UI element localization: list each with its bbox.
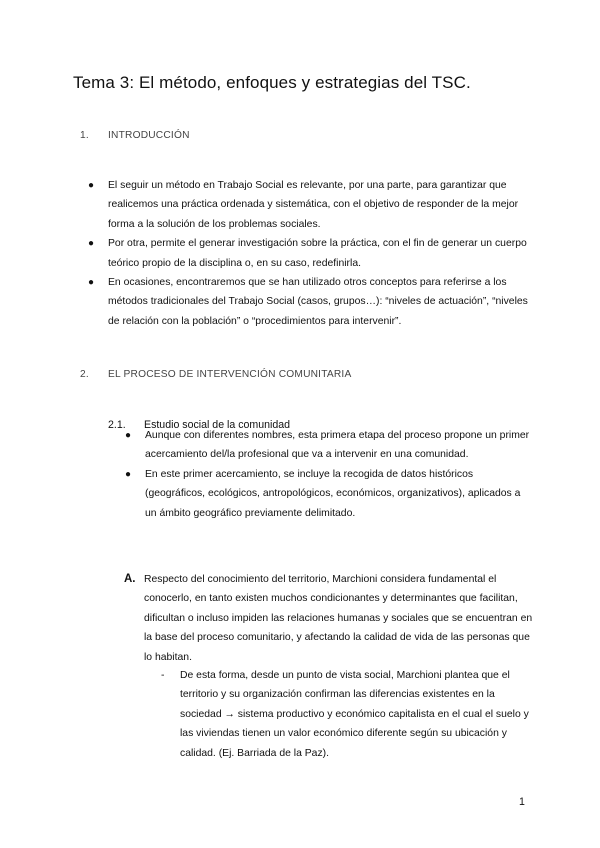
section-title: EL PROCESO DE INTERVENCIÓN COMUNITARIA (108, 369, 352, 380)
list-item (125, 426, 530, 465)
list-item-text: Aunque con diferentes nombres, esta primera etapa del proceso propone un primer acercamiento del/la profesional que va a intervenir en una comunidad. (145, 430, 530, 461)
list-item-text: Por otra, permite el generar investigación sobre la práctica, con el fin de generar un cuerpo teórico propio de la disciplina o, en su caso, redefinirla. (108, 238, 527, 269)
bullet-icon: ● (88, 238, 95, 250)
list-item-text: En ocasiones, encontraremos que se han utilizado otros conceptos para referirse a los métodos tradicionales del Trabajo Social (casos, grupos…): “niveles de actuación”, “niveles de relación con la población” o “procedimientos para intervenir”. (108, 277, 528, 327)
section-heading-introduccion (80, 130, 380, 144)
list-item-text: El seguir un método en Trabajo Social es relevante, por una parte, para garantizar que realicemos una práctica ordenada y sistemática, con el objetivo de responder de la mejor forma a la solución de los problemas sociales. (108, 180, 519, 230)
bullet-icon: ● (125, 468, 132, 480)
point-a-paragraph (124, 570, 534, 667)
section-heading-proceso-intervencion (80, 369, 400, 383)
dash-marker: - (161, 670, 165, 681)
section-number: 1. (80, 130, 89, 141)
list-item-text: En este primer acercamiento, se incluye la recogida de datos históricos (geográficos, ecológicos, antropológicos, económicos, organizativos), aplicados a un ámbito geográfico previamente delimitado. (145, 468, 521, 519)
bullet-icon: ● (125, 430, 132, 441)
point-a-dash-item (161, 666, 532, 763)
subsection-title: Estudio social de la comunidad (144, 419, 291, 431)
bullet-icon: ● (88, 180, 95, 191)
bullet-icon: ● (88, 277, 95, 289)
page-number: 1 (519, 796, 525, 808)
dash-item-text: De esta forma, desde un punto de vista social, Marchioni plantea que el territorio y su organización confirman las diferencias existentes en la sociedad → sistema productivo y económico capitalista en el cual el suelo y las viviendas tienen un valor económico diferente según su ubicación y calidad. (Ej. Barriada de la Paz). (180, 670, 529, 759)
estudio-social-visible-bullets (125, 426, 530, 523)
document-title: Tema 3: El método, enfoques y estrategias del TSC. (73, 73, 471, 92)
list-item (88, 234, 533, 273)
point-a-text: Respecto del conocimiento del territorio, Marchioni considera fundamental el conocerlo, en tanto existen muchos condicionantes y determinantes que facilitan, dificultan o incluso impiden las relaciones humanas y sociales que se encuentran en la base del proceso comunitario, y afectando la calidad de vida de las personas que lo habitan. (144, 574, 533, 663)
list-item (88, 176, 533, 234)
list-item (125, 465, 530, 523)
section-number: 2. (80, 369, 89, 380)
introduccion-bullet-list (88, 176, 533, 331)
point-a-marker: A. (124, 573, 136, 585)
section-title: INTRODUCCIÓN (108, 130, 190, 141)
subsection-number: 2.1. (108, 419, 126, 431)
list-item (88, 273, 533, 331)
